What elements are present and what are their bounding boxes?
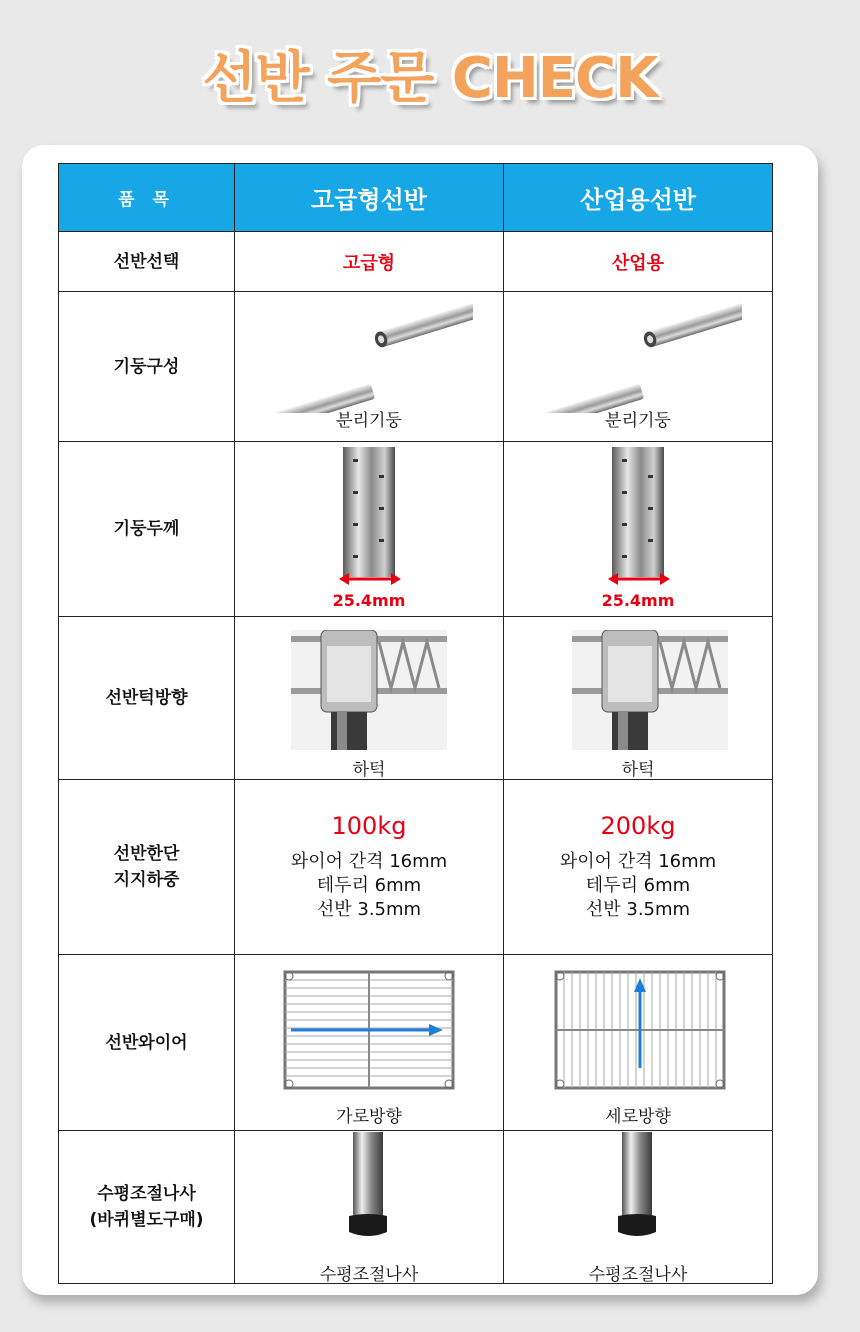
row-label-leveler-line2: (바퀴별도구매) <box>89 1210 204 1230</box>
select-value-industrial: 산업용 <box>504 232 773 292</box>
pillar-image <box>532 303 742 413</box>
shelf-lip-image <box>572 630 728 750</box>
wire-cell-industrial <box>504 955 773 1131</box>
load-cell-industrial <box>504 780 773 955</box>
shelf-wire-vertical-image <box>552 968 728 1092</box>
wire-caption: 가로방향 <box>336 1106 402 1127</box>
shelf-lip-image <box>291 630 447 750</box>
pillar-cell-industrial <box>504 292 773 442</box>
pillar-closeup-image <box>604 447 674 587</box>
select-value-premium: 고급형 <box>235 232 504 292</box>
wire-cell-premium <box>235 955 504 1131</box>
header-item: 품 목 <box>59 164 235 232</box>
load-spec-line: 선반 3.5mm <box>316 899 422 920</box>
leveler-caption: 수평조절나사 <box>319 1264 419 1285</box>
shelf-wire-horizontal-image <box>281 968 457 1092</box>
page-title: 선반 주문 CHECK <box>202 46 658 111</box>
header-industrial: 산업용선반 <box>504 164 773 232</box>
row-label-wire: 선반와이어 <box>59 955 235 1131</box>
load-spec-line: 선반 3.5mm <box>585 899 691 920</box>
pillar-cell-premium <box>235 292 504 442</box>
thickness-cell-industrial <box>504 442 773 617</box>
row-label-leveler-line1: 수평조절나사 <box>97 1184 196 1204</box>
load-spec-line: 와이어 간격 16mm <box>559 851 717 872</box>
leveler-foot-image <box>612 1132 662 1240</box>
row-label-load-line1: 선반한단 <box>113 844 180 864</box>
leveler-foot-image <box>343 1132 393 1240</box>
row-label-select: 선반선택 <box>59 232 235 292</box>
wire-caption: 세로방향 <box>605 1106 671 1127</box>
table-row <box>59 442 773 617</box>
row-label-thickness: 기둥두께 <box>59 442 235 617</box>
pillar-image <box>263 303 473 413</box>
row-label-load <box>59 780 235 955</box>
row-label-load-line2: 지지하중 <box>113 870 180 890</box>
load-cell-premium <box>235 780 504 955</box>
row-label-direction: 선반턱방향 <box>59 617 235 780</box>
leveler-cell-premium <box>235 1131 504 1284</box>
direction-caption: 하턱 <box>352 759 386 780</box>
width-arrow-icon <box>604 571 674 587</box>
table-row <box>59 292 773 442</box>
load-weight: 100kg <box>331 812 407 840</box>
leveler-caption: 수평조절나사 <box>588 1264 688 1285</box>
table-row <box>59 1131 773 1284</box>
pillar-caption: 분리기둥 <box>605 410 671 431</box>
load-spec-line: 와이어 간격 16mm <box>290 851 448 872</box>
direction-cell-premium <box>235 617 504 780</box>
table-row <box>59 955 773 1131</box>
table-row <box>59 780 773 955</box>
leveler-cell-industrial <box>504 1131 773 1284</box>
thickness-value: 25.4mm <box>601 590 675 610</box>
spec-table <box>58 163 773 1284</box>
pillar-caption: 분리기둥 <box>336 410 402 431</box>
load-spec-line: 테두리 6mm <box>585 875 691 896</box>
direction-caption: 하턱 <box>621 759 655 780</box>
direction-cell-industrial <box>504 617 773 780</box>
pillar-closeup-image <box>335 447 405 587</box>
table-row <box>59 617 773 780</box>
thickness-cell-premium <box>235 442 504 617</box>
table-row <box>59 232 773 292</box>
row-label-leveler <box>59 1131 235 1284</box>
load-spec-line: 테두리 6mm <box>316 875 422 896</box>
load-weight: 200kg <box>600 812 676 840</box>
thickness-value: 25.4mm <box>332 590 406 610</box>
row-label-pillar: 기둥구성 <box>59 292 235 442</box>
width-arrow-icon <box>335 571 405 587</box>
header-premium: 고급형선반 <box>235 164 504 232</box>
